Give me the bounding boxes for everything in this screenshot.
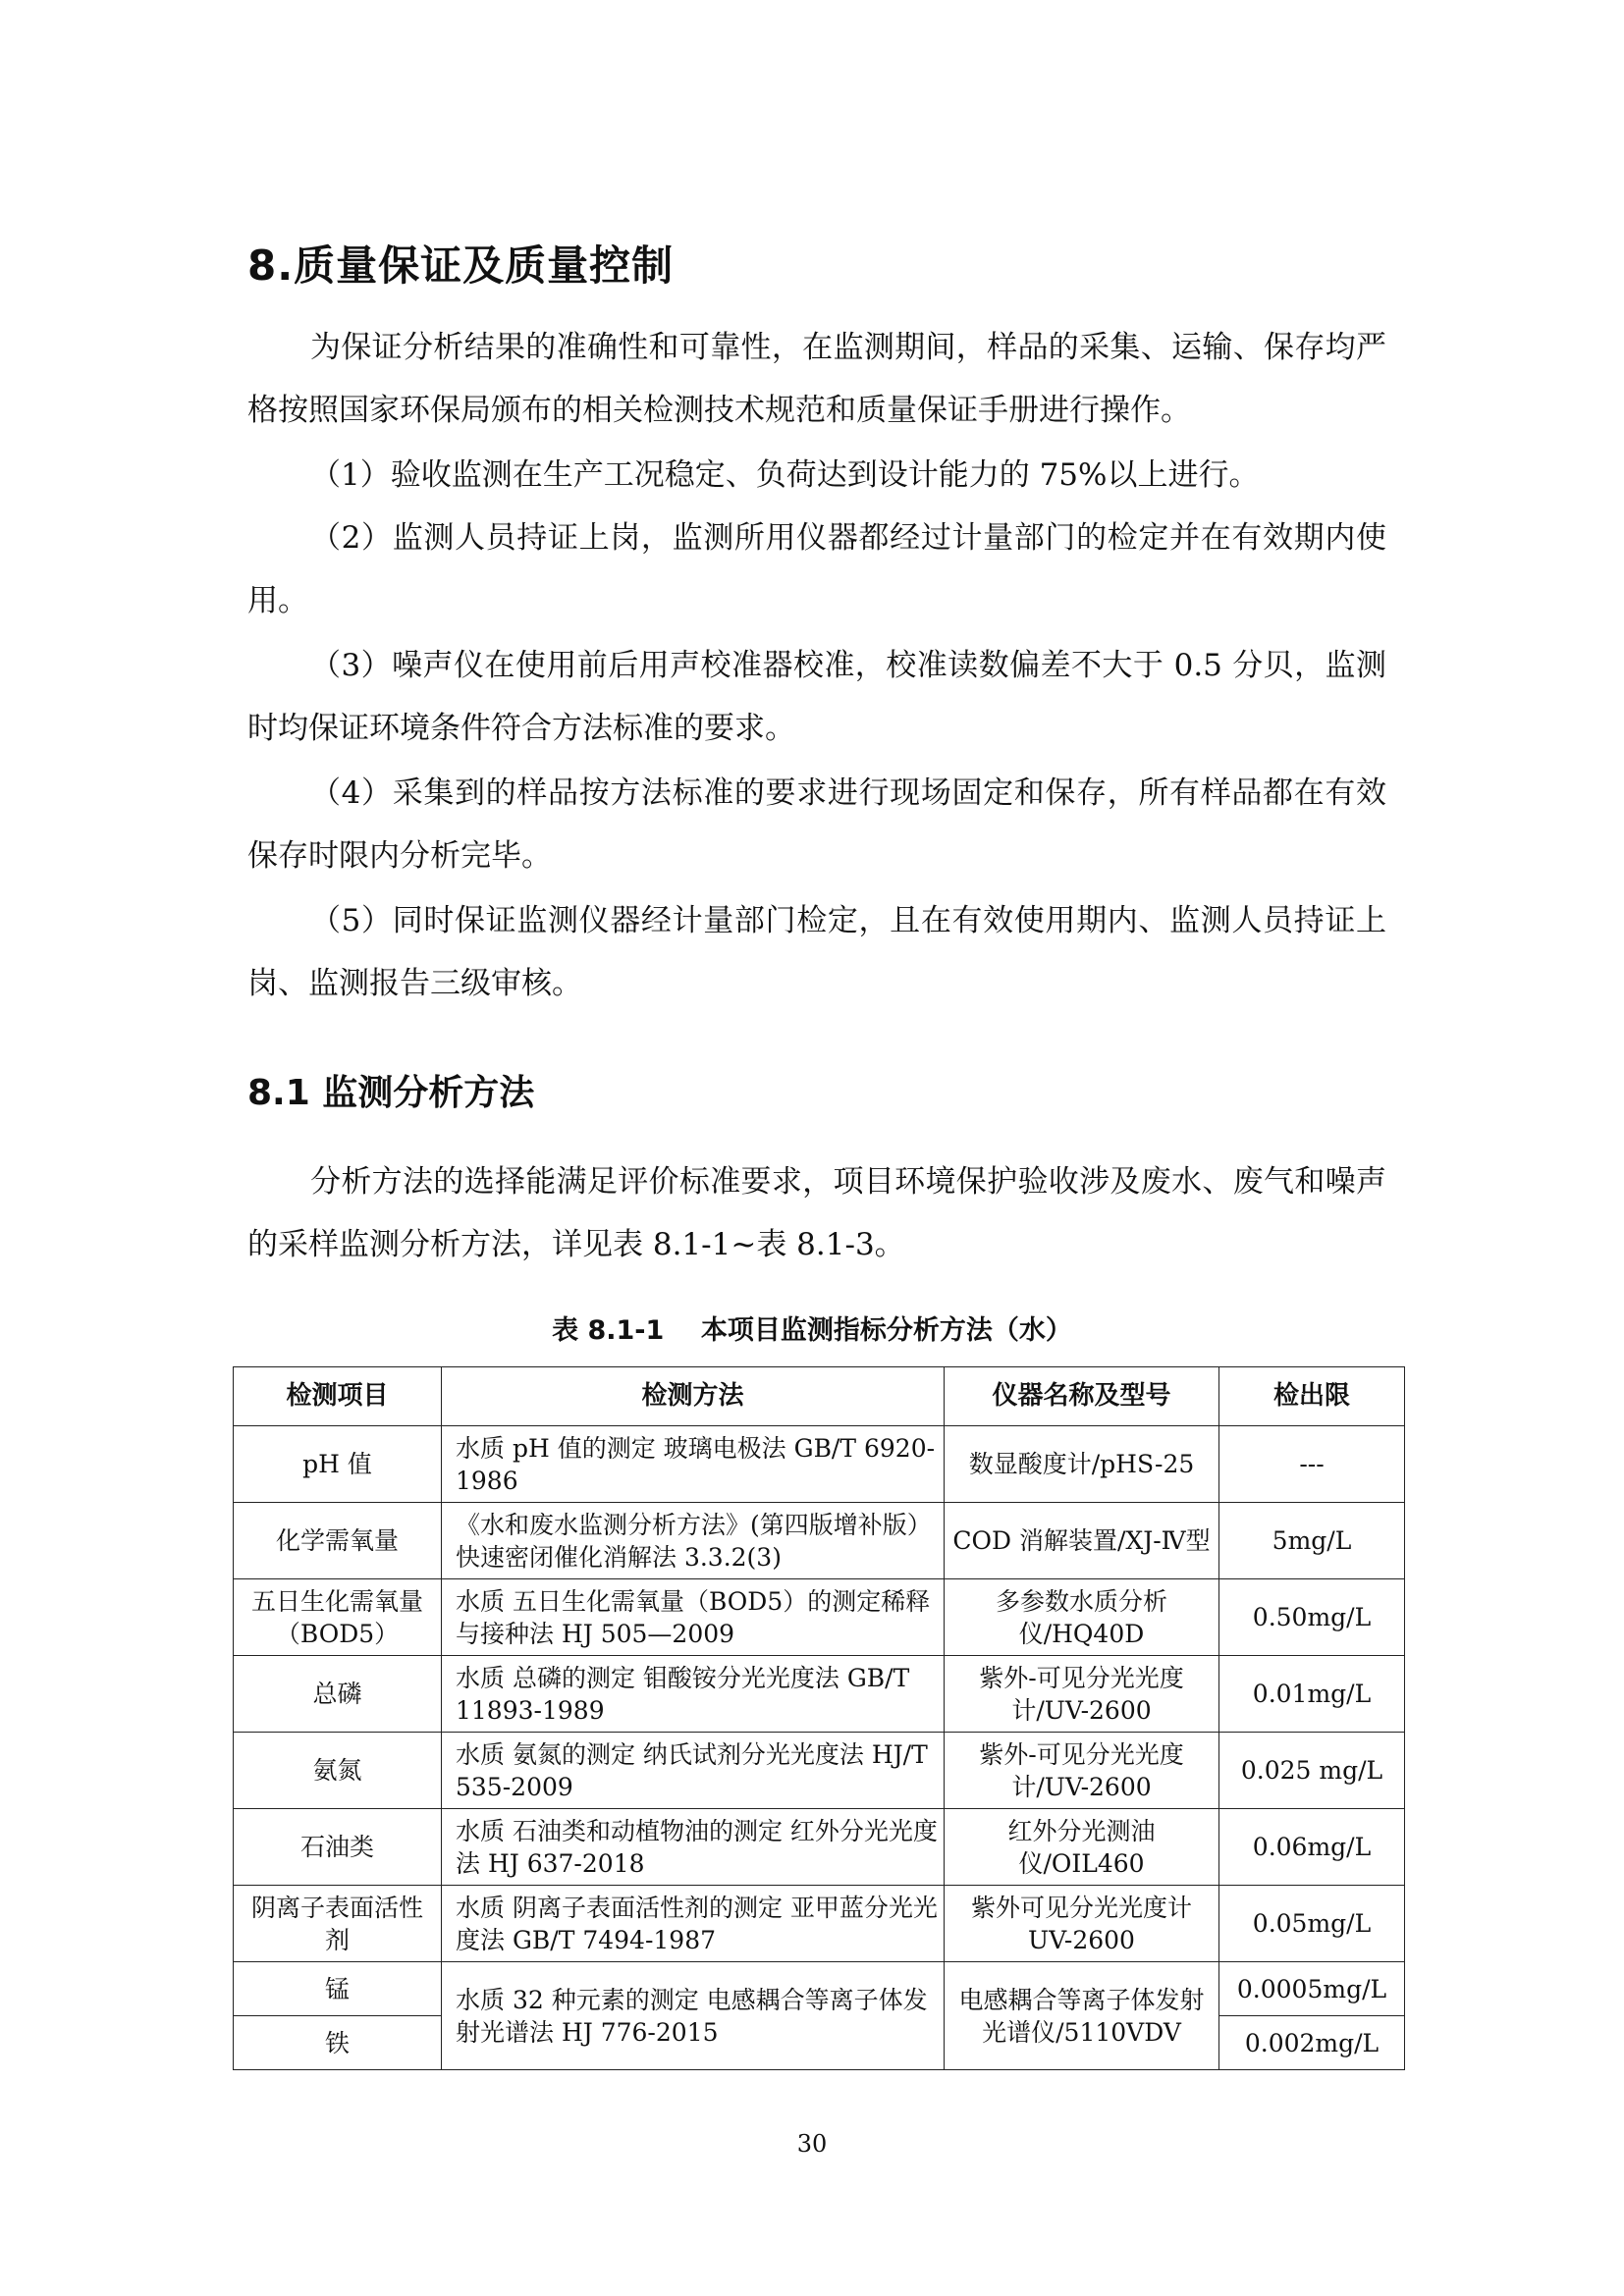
cell-instrument-merged: 电感耦合等离子体发射光谱仪/5110VDV	[945, 1962, 1219, 2070]
cell-method: 水质 总磷的测定 钼酸铵分光光度法 GB/T 11893-1989	[442, 1656, 945, 1733]
table-row	[234, 1579, 1405, 1656]
cell-instrument: 红外分光测油仪/OIL460	[945, 1809, 1219, 1886]
cell-method-merged: 水质 32 种元素的测定 电感耦合等离子体发射光谱法 HJ 776-2015	[442, 1962, 945, 2070]
cell-instrument: 多参数水质分析仪/HQ40D	[945, 1579, 1219, 1656]
table-row	[234, 1426, 1405, 1503]
cell-limit: 5mg/L	[1219, 1503, 1405, 1579]
cell-item: 五日生化需氧量（BOD5）	[234, 1579, 442, 1656]
qa-item-3: （3）噪声仪在使用前后用声校准器校准，校准读数偏差不大于 0.5 分贝，监测时均保证环境条件符合方法标准的要求。	[247, 648, 1386, 746]
cell-instrument: 数显酸度计/pHS-25	[945, 1426, 1219, 1503]
cell-method: 水质 阴离子表面活性剂的测定 亚甲蓝分光光度法 GB/T 7494-1987	[442, 1886, 945, 1962]
cell-limit: 0.05mg/L	[1219, 1886, 1405, 1962]
intro-paragraph: 为保证分析结果的准确性和可靠性，在监测期间，样品的采集、运输、保存均严格按照国家环保局颁布的相关检测技术规范和质量保证手册进行操作。	[247, 330, 1386, 428]
cell-limit: 0.025 mg/L	[1219, 1733, 1405, 1809]
table-row	[234, 1886, 1405, 1962]
cell-method: 水质 氨氮的测定 纳氏试剂分光光度法 HJ/T 535-2009	[442, 1733, 945, 1809]
cell-item: 总磷	[234, 1656, 442, 1733]
table-row	[234, 1809, 1405, 1886]
cell-instrument: 紫外可见分光光度计 UV-2600	[945, 1886, 1219, 1962]
subsection-title: 8.1 监测分析方法	[247, 1073, 535, 1113]
table-row	[234, 1962, 1405, 2016]
cell-item: 锰	[234, 1962, 442, 2016]
qa-item-4: （4）采集到的样品按方法标准的要求进行现场固定和保存，所有样品都在有效保存时限内分析完毕。	[247, 775, 1386, 874]
qa-item-1: （1）验收监测在生产工况稳定、负荷达到设计能力的 75%以上进行。	[310, 457, 1260, 493]
cell-item: 石油类	[234, 1809, 442, 1886]
cell-item: 氨氮	[234, 1733, 442, 1809]
cell-item: 铁	[234, 2016, 442, 2070]
cell-instrument: COD 消解装置/XJ-Ⅳ型	[945, 1503, 1219, 1579]
section-title: 8.质量保证及质量控制	[247, 241, 675, 290]
cell-method: 水质 五日生化需氧量（BOD5）的测定稀释与接种法 HJ 505—2009	[442, 1579, 945, 1656]
cell-method: 水质 pH 值的测定 玻璃电极法 GB/T 6920-1986	[442, 1426, 945, 1503]
cell-instrument: 紫外-可见分光光度计/UV-2600	[945, 1656, 1219, 1733]
cell-instrument: 紫外-可见分光光度计/UV-2600	[945, 1733, 1219, 1809]
table-caption: 表 8.1-1 本项目监测指标分析方法（水）	[552, 1315, 1072, 1346]
header-instrument: 仪器名称及型号	[945, 1367, 1219, 1426]
cell-limit: 0.0005mg/L	[1219, 1962, 1405, 2016]
table-row	[234, 1656, 1405, 1733]
cell-limit: 0.01mg/L	[1219, 1656, 1405, 1733]
qa-item-2: （2）监测人员持证上岗，监测所用仪器都经过计量部门的检定并在有效期内使用。	[247, 520, 1386, 618]
table-header-row	[234, 1367, 1405, 1426]
cell-item: 阴离子表面活性剂	[234, 1886, 442, 1962]
table-row	[234, 1733, 1405, 1809]
cell-method: 《水和废水监测分析方法》(第四版增补版）快速密闭催化消解法 3.3.2(3)	[442, 1503, 945, 1579]
header-limit: 检出限	[1219, 1367, 1405, 1426]
cell-limit: 0.50mg/L	[1219, 1579, 1405, 1656]
qa-item-5: （5）同时保证监测仪器经计量部门检定，且在有效使用期内、监测人员持证上岗、监测报告三级审核。	[247, 903, 1386, 1001]
page-number: 30	[796, 2130, 828, 2158]
header-method: 检测方法	[442, 1367, 945, 1426]
method-paragraph: 分析方法的选择能满足评价标准要求，项目环境保护验收涉及废水、废气和噪声的采样监测分析方法，详见表 8.1-1~表 8.1-3。	[247, 1164, 1386, 1262]
cell-item: 化学需氧量	[234, 1503, 442, 1579]
table-row	[234, 1503, 1405, 1579]
cell-method: 水质 石油类和动植物油的测定 红外分光光度法 HJ 637-2018	[442, 1809, 945, 1886]
header-item: 检测项目	[234, 1367, 442, 1426]
cell-item: pH 值	[234, 1426, 442, 1503]
cell-limit: 0.002mg/L	[1219, 2016, 1405, 2070]
cell-limit: 0.06mg/L	[1219, 1809, 1405, 1886]
cell-limit: ---	[1219, 1426, 1405, 1503]
analysis-methods-table	[233, 1366, 1405, 2070]
